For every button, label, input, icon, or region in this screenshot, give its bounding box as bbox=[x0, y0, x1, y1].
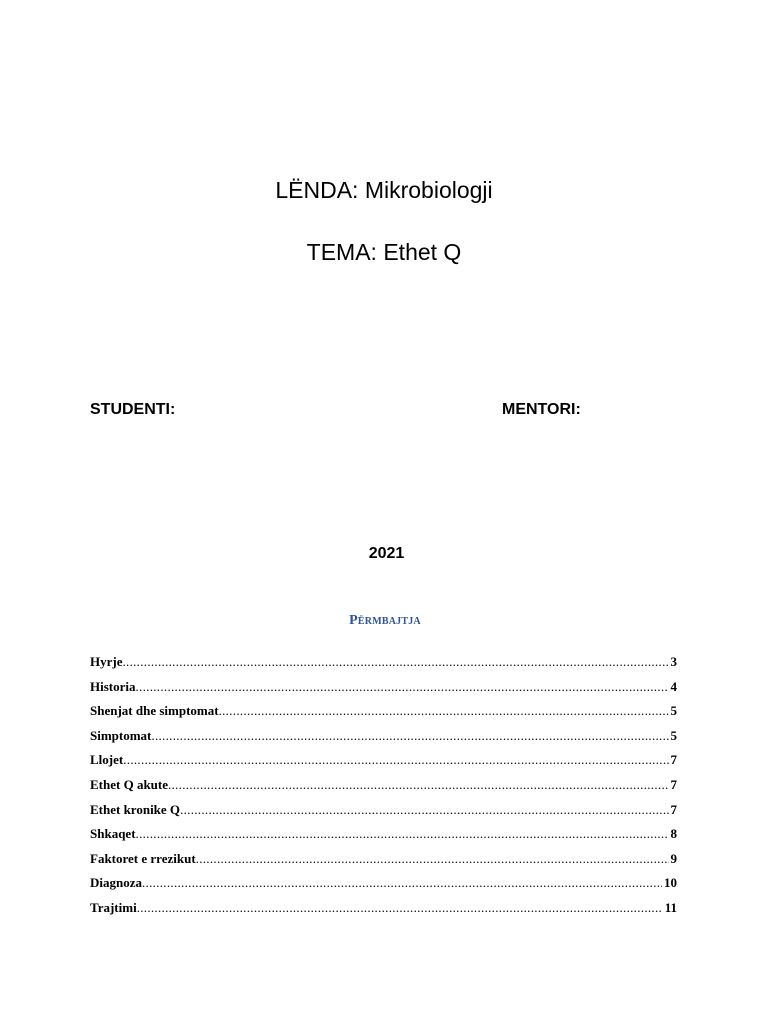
toc-entry-page: 7 bbox=[670, 752, 677, 768]
toc-entry-label: Shkaqet bbox=[90, 826, 136, 842]
toc-dot-leader bbox=[136, 677, 669, 697]
table-of-contents bbox=[90, 652, 677, 923]
toc-dot-leader bbox=[151, 726, 668, 746]
toc-entry[interactable] bbox=[90, 800, 677, 825]
toc-entry-label: Shenjat dhe simptomat bbox=[90, 703, 219, 719]
toc-entry-label: Diagnoza bbox=[90, 875, 142, 891]
toc-entry-page: 7 bbox=[670, 801, 677, 817]
toc-entry-page: 3 bbox=[670, 654, 677, 669]
toc-entry-page: 7 bbox=[670, 776, 677, 792]
toc-entry-label: Hyrje bbox=[90, 654, 123, 669]
toc-entry-page: 5 bbox=[670, 727, 677, 743]
toc-entry-page: 11 bbox=[664, 899, 677, 915]
mentor-label: MENTORI: bbox=[502, 401, 581, 418]
toc-entry-page: 4 bbox=[670, 678, 677, 694]
toc-dot-leader bbox=[180, 800, 668, 820]
toc-dot-leader bbox=[123, 750, 668, 770]
toc-entry[interactable] bbox=[90, 898, 677, 923]
toc-dot-leader bbox=[168, 775, 669, 795]
toc-entry-label: Ethet Q akute bbox=[90, 776, 168, 792]
toc-entry[interactable] bbox=[90, 677, 677, 702]
subject-title: LËNDA: Mikrobiologji bbox=[275, 177, 493, 203]
topic-title: TEMA: Ethet Q bbox=[306, 239, 462, 265]
toc-entry-page: 8 bbox=[670, 826, 677, 842]
toc-entry-label: Historia bbox=[90, 678, 136, 694]
toc-entry[interactable] bbox=[90, 775, 677, 800]
toc-dot-leader bbox=[142, 873, 662, 893]
toc-dot-leader bbox=[122, 652, 668, 672]
toc-dot-leader bbox=[219, 701, 669, 721]
toc-heading: Përmbajtja bbox=[349, 613, 421, 628]
toc-dot-leader bbox=[137, 898, 663, 918]
toc-entry-page: 9 bbox=[670, 850, 677, 866]
toc-entry[interactable] bbox=[90, 701, 677, 726]
toc-entry[interactable] bbox=[90, 726, 677, 751]
toc-entry[interactable] bbox=[90, 849, 677, 874]
toc-entry[interactable] bbox=[90, 652, 677, 677]
toc-dot-leader bbox=[196, 849, 669, 869]
toc-entry-label: Llojet bbox=[90, 752, 124, 768]
toc-entry[interactable] bbox=[90, 873, 677, 898]
toc-entry-label: Trajtimi bbox=[90, 899, 137, 915]
toc-entry-page: 5 bbox=[670, 703, 677, 719]
toc-entry[interactable] bbox=[90, 824, 677, 849]
student-label: STUDENTI: bbox=[90, 401, 176, 418]
toc-entry[interactable] bbox=[90, 750, 677, 775]
toc-dot-leader bbox=[136, 824, 669, 844]
toc-entry-label: Faktoret e rrezikut bbox=[90, 850, 196, 866]
toc-entry-page: 10 bbox=[664, 875, 677, 891]
toc-entry-label: Simptomat bbox=[90, 727, 152, 743]
year-label: 2021 bbox=[368, 545, 405, 562]
toc-entry-label: Ethet kronike Q bbox=[90, 801, 181, 817]
